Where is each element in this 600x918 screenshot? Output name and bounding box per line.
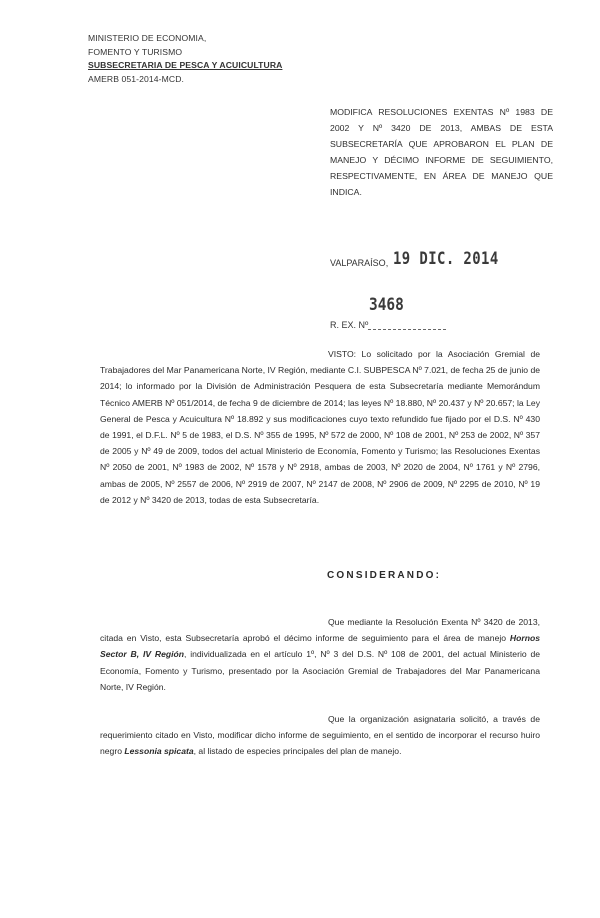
resolution-summary: MODIFICA RESOLUCIONES EXENTAS Nº 1983 DE 2002 Y Nº 3420 DE 2013, AMBAS DE ESTA SUBSECRETARÍA QUE APROBARON EL PLAN DE MANEJO Y DÉCIMO INFORME DE SEGUIMIENTO, RESPECTIVAMENTE, EN ÁREA DE MANEJO QUE INDICA.	[330, 107, 553, 197]
visto-paragraph: VISTO: Lo solicitado por la Asociación Gremial de Trabajadores del Mar Panamericana Norte, IV Región, mediante C.I. SUBPESCA Nº 7.021, de fecha 25 de junio de 2014; lo informado por la División de Administración Pesquera de esta Subsecretaría mediante Memorándum Técnico AMERB Nº 051/2014, de fecha 9 de diciembre de 2014; las leyes Nº 18.880, Nº 20.437 y Nº 20.657; la Ley General de Pesca y Acuicultura Nº 18.892 y sus modificaciones cuyo texto refundido fue fijado por el D.S. Nº 430 de 1991, el D.F.L. Nº 5 de 1983, el D.S. Nº 355 de 1995, Nº 572 de 2000, Nº 108 de 2001, Nº 253 de 2002, Nº 357 de 2005 y Nº 49 de 2009, todos del actual Ministerio de Economía, Fomento y Turismo; las Resoluciones Exentas Nº 2050 de 2001, Nº 1983 de 2002, Nº 1578 y Nº 2918, ambas de 2003, Nº 2020 de 2004, Nº 1761 y Nº 2796, ambas de 2005, Nº 2557 de 2006, Nº 2919 de 2007, Nº 2147 de 2008, Nº 2906 de 2009, Nº 2295 de 2010, Nº 19 de 2012 y Nº 3420 de 2013, todas de esta Subsecretaría.	[100, 349, 540, 505]
place-label: VALPARAÍSO,	[330, 258, 389, 268]
area-name: Hornos Sector B, IV Región	[100, 633, 540, 660]
resolution-number-line	[368, 329, 446, 330]
species-name: Lessonia spicata	[124, 746, 194, 757]
ministry-name: MINISTERIO DE ECONOMIA,	[88, 33, 207, 43]
resolution-number-stamp: 3468	[369, 295, 404, 315]
resolution-number-label: R. EX. Nº	[330, 320, 369, 330]
date-stamp: 19 DIC. 2014	[393, 249, 499, 269]
consid2-text-b: , al listado de especies principales del plan de manejo.	[193, 746, 402, 757]
subsecretaria-name: SUBSECRETARIA DE PESCA Y ACUICULTURA	[88, 60, 283, 70]
consid2-text-a: Que la organización asignataria solicitó, a través de requerimiento citado en Visto, modificar dicho informe de seguimiento, en el sentido de incorporar el recurso huiro negro	[100, 714, 540, 757]
considerando-heading: CONSIDERANDO:	[327, 570, 442, 581]
ministry-header	[88, 32, 283, 86]
consid1-text-b: , individualizada en el artículo 1º, Nº 3 del D.S. Nº 108 de 2001, del actual Ministerio de Economía, Fomento y Turismo, presentado por la Asociación Gremial de Trabajadores del Mar Panamericana Norte, IV Región.	[100, 649, 541, 692]
consid1-text-a: Que mediante la Resolución Exenta Nº 3420 de 2013, citada en Visto, esta Subsecretaría aprobó el décimo informe de seguimiento para el área de manejo	[100, 617, 540, 644]
ministry-subtitle: FOMENTO Y TURISMO	[88, 46, 183, 57]
considerando-paragraph-2	[100, 711, 540, 760]
file-reference: AMERB 051-2014-MCD.	[88, 73, 184, 84]
considerando-paragraph-1	[100, 614, 540, 695]
